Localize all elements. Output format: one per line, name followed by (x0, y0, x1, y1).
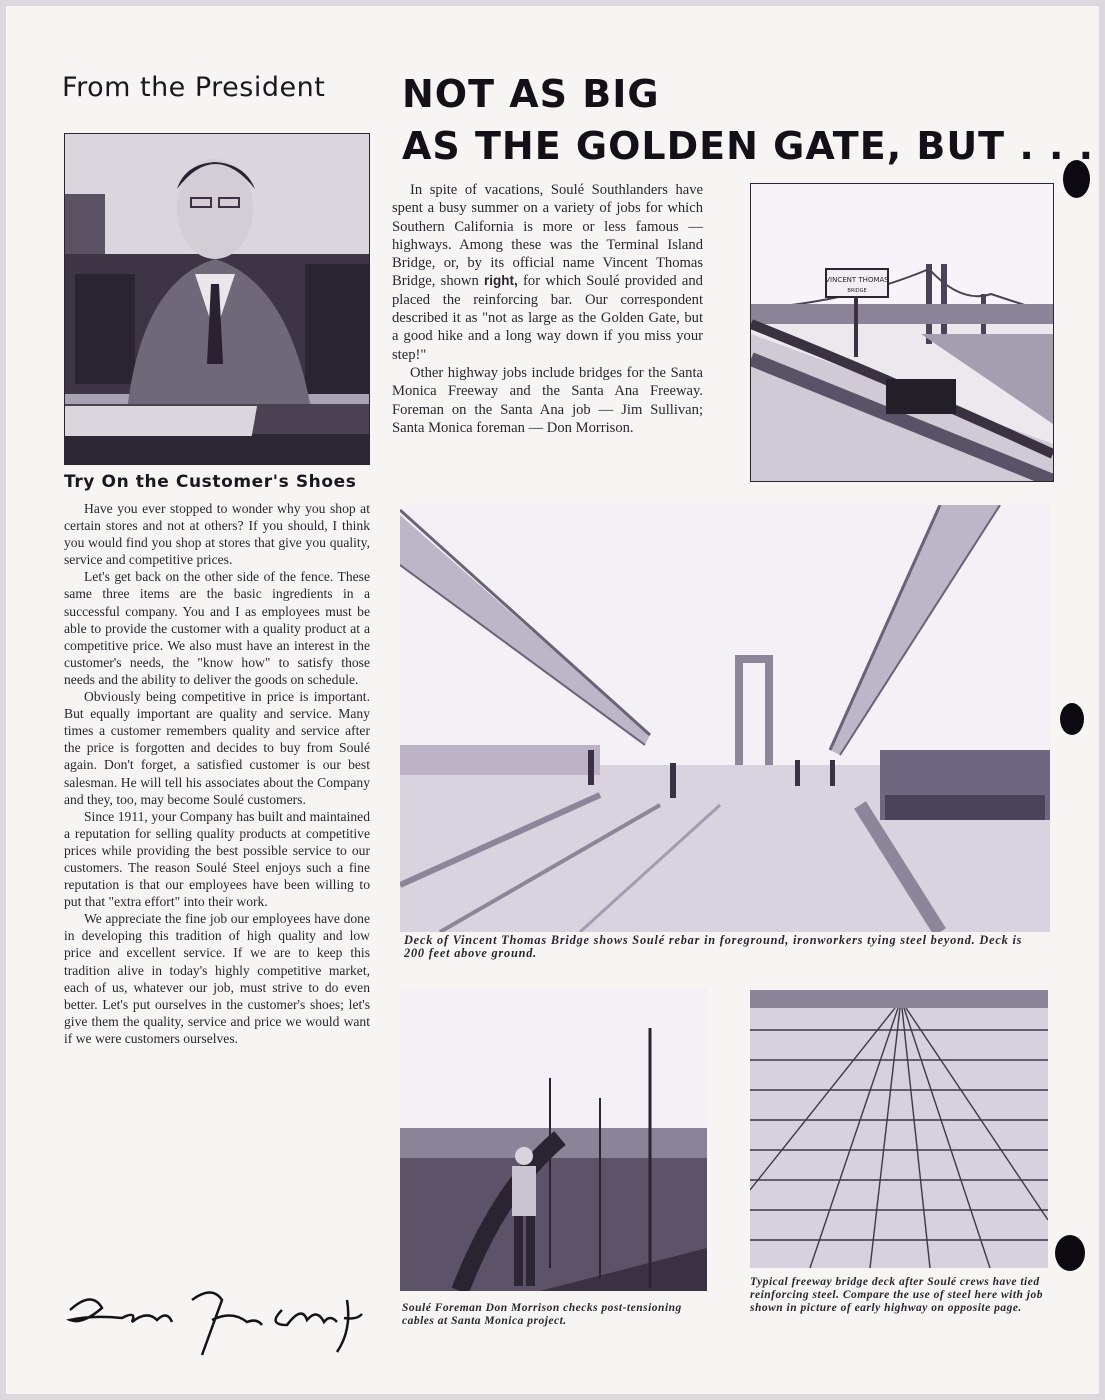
foreman-photo-caption: Soulé Foreman Don Morrison checks post-tensioning cables at Santa Monica project. (402, 1302, 682, 1327)
paragraph-text: for which Soulé provided and placed the reinforcing bar. Our correspondent described it as "not as large as the Golden Gate, but a good hike and a long way down if you miss your step!" (392, 273, 703, 363)
sign-line-2: BRIDGE (847, 288, 867, 294)
portrait-photo-icon (65, 134, 369, 464)
president-signature (62, 1280, 372, 1360)
foreman-photo-icon (400, 988, 707, 1291)
deck-photo-caption: Deck of Vincent Thomas Bridge shows Soulé rebar in foreground, ironworkers tying steel beyond. Deck is 200 feet above ground. (404, 933, 1023, 960)
freeway-deck-photo-icon (750, 990, 1048, 1268)
letter-paragraph: Have you ever stopped to wonder why you shop at certain stores and not at others? If you should, I think you would find you shop at stores that give you quality, service and competitive prices. (64, 501, 370, 568)
signature-icon (62, 1280, 372, 1360)
article-body (392, 181, 703, 437)
bridge-deck-photo (400, 505, 1050, 932)
bridge-sign-photo (750, 183, 1054, 482)
foreman-photo (400, 988, 707, 1291)
freeway-photo-caption: Typical freeway bridge deck after Soulé crews have tied reinforcing steel. Compare the use of steel here with job shown in picture of early highway on opposite page. (750, 1276, 1043, 1314)
freeway-deck-photo (750, 990, 1048, 1268)
president-subheading: Try On the Customer's Shoes (64, 472, 357, 492)
letter-paragraph: Since 1911, your Company has built and maintained a reputation for selling quality products at competitive prices while providing the best possible service to our customers. The reason Soulé Steel enjoys such a fine reputation is that our employees have been willing to put that "extra effort" into their work. (64, 808, 370, 910)
bridge-deck-photo-icon (400, 505, 1050, 932)
letter-paragraph: We appreciate the fine job our employees have done in developing this tradition of high quality and low price and excellent service. If we are to keep this tradition alive in today's highly competitive market, each of us, whatever our job, must strive to do even better. Let's put ourselves in the customer's shoes; let's give them the quality, service and price we would want if we were customers ourselves. (64, 911, 370, 1046)
punch-hole-bottom (1055, 1235, 1085, 1271)
article-paragraph-1 (392, 181, 703, 364)
sign-line-1: VINCENT THOMAS (825, 276, 889, 284)
letter-paragraph: Let's get back on the other side of the fence. These same three items are the basic ingredients in a successful company. You and I as employees must be able to provide the customer with a quality product at a competitive price. We also must have an interest in the customer's needs, the "know how" to satisfy those needs and the ability to deliver the goods on schedule. (64, 569, 370, 687)
headline-line-1: NOT AS BIG (402, 72, 660, 116)
paragraph-text: In spite of vacations, Soulé Southlanders have spent a busy summer on a variety of jobs for which Southern California is more or less famous — highways. Among these was the Terminal Island Bridge, or, by its official name Vincent Thomas Bridge, shown (392, 182, 703, 290)
letter-paragraph: Obviously being competitive in price is important. But equally important are quality and service. Many times a customer remembers quality and service after the price is forgotten and decides to buy from Soulé again. Don't forget, a satisfied customer is our best salesman. He will tell his associates about the Company and they, too, may become Soulé customers. (64, 689, 370, 807)
paragraph-bold-text: right, (484, 273, 518, 289)
article-paragraph-2: Other highway jobs include bridges for the Santa Monica Freeway and the Santa Ana Freeway. Foreman on the Santa Ana job — Jim Sullivan; Santa Monica foreman — Don Morrison. (392, 364, 703, 436)
headline-line-2: AS THE GOLDEN GATE, BUT . . . (402, 124, 1095, 168)
punch-hole-middle (1060, 703, 1084, 735)
president-portrait-photo (64, 133, 370, 465)
president-letter (64, 500, 370, 1047)
article-headline (402, 68, 1094, 172)
president-heading: From the President (62, 72, 326, 103)
bridge-sign-photo-icon (751, 184, 1053, 481)
